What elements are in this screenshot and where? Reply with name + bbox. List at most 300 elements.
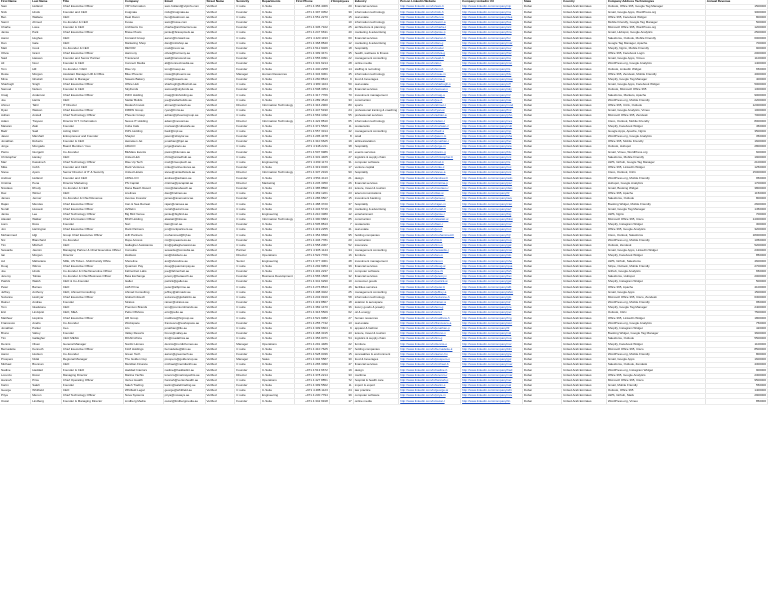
table-cell[interactable]: 54	[329, 337, 353, 342]
table-cell[interactable]: Gmail, Google Apps	[606, 290, 705, 295]
table-cell[interactable]: United Arab Emirates	[562, 114, 607, 119]
table-cell[interactable]: Verified	[205, 295, 235, 300]
table-cell[interactable]: Barnes	[31, 285, 62, 290]
table-cell[interactable]: +971 4 245 3350	[295, 181, 330, 186]
table-cell[interactable]: +971 4 378 2214	[295, 373, 330, 378]
table-cell[interactable]: 43	[329, 332, 353, 337]
table-cell[interactable]: 700000	[705, 41, 767, 46]
table-cell[interactable]: Salesforce, Outlook, Mobile Friendly	[606, 36, 705, 41]
table-cell[interactable]: Vertex Health	[123, 378, 163, 383]
table-cell[interactable]: tom@riseup.ae	[163, 67, 205, 72]
table-cell[interactable]: Jeremy	[0, 274, 31, 279]
table-cell[interactable]: Nicolaus	[0, 186, 31, 191]
table-cell[interactable]: Sales	[261, 357, 295, 362]
table-cell[interactable]: Dubai	[522, 41, 561, 46]
table-cell[interactable]: +971 4 210 3380	[295, 212, 330, 217]
table-cell[interactable]: Dubai	[522, 389, 561, 394]
linkedin-link[interactable]: http://www.linkedin.com/in/said-h	[400, 56, 444, 61]
table-cell[interactable]: Hussein	[31, 207, 62, 212]
table-cell[interactable]: Verified	[205, 280, 235, 285]
table-cell[interactable]: United Arab Emirates	[562, 150, 607, 155]
table-cell[interactable]: Giorgetti	[31, 150, 62, 155]
table-cell[interactable]: Chief Technology Officer	[61, 394, 123, 399]
table-cell[interactable]: Dubai	[522, 72, 561, 77]
table-cell[interactable]: Verified	[205, 145, 235, 150]
linkedin-link[interactable]: http://www.linkedin.com/in/tom-h	[400, 66, 444, 71]
linkedin-link[interactable]: http://www.linkedin.com/in/ben-w	[400, 15, 444, 19]
table-cell[interactable]: Connect Media	[123, 62, 163, 67]
table-cell[interactable]: Verified	[205, 321, 235, 326]
table-cell[interactable]: Dubai	[522, 145, 561, 150]
table-cell[interactable]: Shopify, Google Tag Manager	[606, 77, 705, 82]
table-cell[interactable]: United Arab Emirates	[562, 207, 607, 212]
table-cell[interactable]: Walker	[31, 217, 62, 222]
table-cell[interactable]: 11	[329, 383, 353, 388]
table-cell[interactable]: +971 4 317 7766	[295, 93, 330, 98]
table-cell[interactable]: 10	[329, 20, 353, 25]
table-cell[interactable]: Dubai	[522, 378, 561, 383]
table-cell[interactable]: Founder	[235, 368, 261, 373]
table-cell[interactable]: +971 4 319 0046	[295, 166, 330, 171]
table-cell[interactable]: Director	[235, 373, 261, 378]
table-cell[interactable]: HJF Partners	[123, 233, 163, 238]
column-header[interactable]: Annual Revenue	[705, 0, 767, 5]
linkedin-link[interactable]: http://www.linkedin.com/company/fmr	[462, 108, 512, 113]
table-cell[interactable]: Shaylor	[123, 134, 163, 139]
table-cell[interactable]: Engineering	[261, 212, 295, 217]
table-cell[interactable]: C-Suite	[261, 399, 295, 404]
table-cell[interactable]: Verified	[205, 264, 235, 269]
table-cell[interactable]: Dubai	[522, 274, 561, 279]
table-cell[interactable]: airlines/aviation	[353, 140, 399, 145]
table-cell[interactable]: Co-founder / CEO	[61, 67, 123, 72]
table-cell[interactable]: Founder and CEO	[61, 176, 123, 181]
table-cell[interactable]: Marina Yachts	[123, 373, 163, 378]
table-cell[interactable]: +971 4 286 6507	[295, 197, 330, 202]
table-cell[interactable]: Pena	[31, 181, 62, 186]
table-cell[interactable]: General Manager	[61, 342, 123, 347]
table-cell[interactable]: 3500000	[705, 129, 767, 134]
table-cell[interactable]: Whitfield Legal	[123, 389, 163, 394]
table-cell[interactable]: real estate	[353, 321, 399, 326]
table-cell[interactable]: C-Suite	[261, 36, 295, 41]
table-cell[interactable]: Dubai	[522, 25, 561, 30]
table-cell[interactable]: Dubai	[522, 373, 561, 378]
table-cell[interactable]: 72	[329, 378, 353, 383]
linkedin-link[interactable]: http://www.linkedin.com/company/blu	[462, 72, 512, 76]
table-cell[interactable]: C suite	[235, 129, 261, 134]
table-cell[interactable]: United Arab Emirates	[562, 368, 607, 373]
table-cell[interactable]: Walsh	[31, 280, 62, 285]
table-cell[interactable]: Dubai	[522, 176, 561, 181]
table-cell[interactable]: Samir	[0, 20, 31, 25]
table-cell[interactable]: Dubai	[522, 155, 561, 160]
table-cell[interactable]: 9	[329, 77, 353, 82]
table-cell[interactable]: ALB Prime	[123, 285, 163, 290]
table-cell[interactable]: 8500000	[705, 347, 767, 352]
table-cell[interactable]: Dubai	[522, 212, 561, 217]
linkedin-link[interactable]: http://www.linkedin.com/in/jeremy-t	[400, 274, 447, 279]
table-cell[interactable]: Dubai	[522, 285, 561, 290]
table-cell[interactable]: Mitchell	[31, 243, 62, 248]
table-cell[interactable]: +971 4 528 0036	[295, 352, 330, 357]
linkedin-link[interactable]: http://www.linkedin.com/in/jamie-l	[400, 212, 445, 216]
table-cell[interactable]: 27	[329, 316, 353, 321]
table-cell[interactable]: Managing Director	[61, 373, 123, 378]
table-cell[interactable]: +971 4 310 6625	[295, 140, 330, 145]
table-cell[interactable]: ben@dealroom.ae	[163, 15, 205, 20]
table-cell[interactable]: Stripe, Outlook, Mobile Friendly	[606, 264, 705, 269]
table-cell[interactable]: Operations	[261, 342, 295, 347]
table-cell[interactable]: C-Suite	[261, 98, 295, 103]
table-cell[interactable]: Operations	[261, 254, 295, 259]
table-cell[interactable]: United Arab Emirates	[562, 191, 607, 196]
table-cell[interactable]: Founder	[235, 62, 261, 67]
table-cell[interactable]: CEO	[61, 41, 123, 46]
table-cell[interactable]: 1700000	[705, 181, 767, 186]
linkedin-link[interactable]: http://www.linkedin.com/in/jorge-m	[400, 144, 446, 149]
table-cell[interactable]: C-Suite	[261, 383, 295, 388]
table-cell[interactable]: C suite	[235, 326, 261, 331]
table-cell[interactable]: C-Suite	[261, 93, 295, 98]
table-cell[interactable]: Chief Executive Officer	[61, 207, 123, 212]
table-cell[interactable]: 5200000	[705, 243, 767, 248]
table-cell[interactable]: jonathan@hjet.ae	[163, 140, 205, 145]
table-cell[interactable]: C-Suite	[261, 347, 295, 352]
table-cell[interactable]: Co-founder & CEO	[61, 186, 123, 191]
table-cell[interactable]: C suite	[235, 243, 261, 248]
linkedin-link[interactable]: http://www.linkedin.com/company/lir	[462, 191, 510, 196]
table-cell[interactable]: United Arab Emirates	[562, 295, 607, 300]
table-cell[interactable]: Consulta	[123, 249, 163, 254]
table-cell[interactable]: WordPress.org, Google Analytics	[606, 321, 705, 326]
table-cell[interactable]: 20	[329, 238, 353, 243]
table-cell[interactable]: Verified	[205, 5, 235, 10]
table-cell[interactable]: Information Technology	[262, 217, 293, 222]
linkedin-link[interactable]: http://www.linkedin.com/in/jonathan-p	[400, 326, 450, 330]
table-cell[interactable]: Co-Founder	[61, 238, 123, 243]
table-cell[interactable]: +971 4 434 5716	[295, 207, 330, 212]
column-header[interactable]: First Phone	[295, 0, 330, 5]
table-cell[interactable]: United Arab Emirates	[562, 134, 607, 139]
table-cell[interactable]: C-Suite	[261, 233, 295, 238]
table-cell[interactable]: C-Suite	[261, 223, 295, 228]
table-cell[interactable]: Co-Founder	[61, 321, 123, 326]
table-cell[interactable]: United Arab Emirates	[562, 124, 607, 129]
linkedin-link[interactable]: http://www.linkedin.com/company/rev	[462, 46, 512, 50]
table-cell[interactable]: United Arab Emirates	[562, 249, 607, 254]
table-cell[interactable]: 500000	[705, 280, 767, 285]
table-cell[interactable]: Dubai	[522, 352, 561, 357]
linkedin-link[interactable]: http://www.linkedin.com/company/ave	[462, 196, 513, 201]
table-cell[interactable]: 85	[329, 217, 353, 222]
table-cell[interactable]: craig@infoholding.ae	[163, 93, 205, 98]
linkedin-link[interactable]: http://www.linkedin.com/company/ver	[462, 378, 512, 382]
column-header[interactable]: Last Name	[31, 0, 62, 5]
table-cell[interactable]: restaurants	[353, 124, 399, 129]
table-cell[interactable]: hannah@vertexhealth.ae	[163, 378, 205, 383]
table-cell[interactable]: +971 4 440 2258	[295, 67, 330, 72]
table-cell[interactable]: Verified	[205, 160, 235, 165]
table-cell[interactable]: Office 365, Google Analytics	[606, 373, 705, 378]
table-cell[interactable]: C-Suite	[261, 83, 295, 88]
table-cell[interactable]: Meridian Finance	[123, 363, 163, 368]
table-cell[interactable]: United Arab Emirates	[562, 223, 607, 228]
linkedin-link[interactable]: http://www.linkedin.com/company/gal	[462, 243, 512, 247]
table-cell[interactable]: Dubai	[522, 134, 561, 139]
table-cell[interactable]: C-Suite	[261, 207, 295, 212]
table-cell[interactable]: C-Suite	[261, 363, 295, 368]
table-cell[interactable]: United Arab Emirates	[562, 342, 607, 347]
table-cell[interactable]: marketing & advertising	[353, 207, 399, 212]
linkedin-link[interactable]: http://www.linkedin.com/company/bkw	[462, 217, 513, 222]
table-cell[interactable]: Quantum Pay	[123, 264, 163, 269]
table-cell[interactable]: C-Suite	[261, 238, 295, 243]
table-cell[interactable]: 650000	[705, 269, 767, 274]
linkedin-link[interactable]: http://www.linkedin.com/in/jason-m	[400, 134, 447, 139]
table-cell[interactable]: 550000	[705, 383, 767, 388]
table-cell[interactable]: Gmail, Google Apps, Vimeo	[606, 57, 705, 62]
table-cell[interactable]: 3000000	[705, 10, 767, 15]
table-cell[interactable]: olivia@harmony.ae	[163, 51, 205, 56]
table-cell[interactable]: Co-founder & Chief Business Officer	[61, 274, 123, 279]
table-cell[interactable]: Said	[31, 129, 62, 134]
table-cell[interactable]: Co-Founder	[61, 352, 123, 357]
table-cell[interactable]: 7	[329, 223, 353, 228]
table-cell[interactable]: matt@revor.ae	[163, 46, 205, 51]
linkedin-link[interactable]: http://www.linkedin.com/in/nadine-h	[400, 367, 448, 372]
table-cell[interactable]: Joe	[0, 269, 31, 274]
table-cell[interactable]: Dubai	[522, 98, 561, 103]
table-cell[interactable]: 14000000	[705, 217, 767, 222]
table-cell[interactable]: 1250000	[705, 166, 767, 171]
table-cell[interactable]: United Arab Emirates	[562, 389, 607, 394]
table-cell[interactable]: Verified	[205, 243, 235, 248]
table-cell[interactable]: Bernadette	[0, 347, 31, 352]
table-cell[interactable]: United Arab Emirates	[562, 217, 607, 222]
table-cell[interactable]: nick@insignaia.ae	[163, 10, 205, 15]
table-cell[interactable]: +971 4 565 1508	[295, 274, 330, 279]
table-cell[interactable]: 2900000	[705, 394, 767, 399]
table-cell[interactable]: Lee	[31, 212, 62, 217]
table-cell[interactable]: Nexus IT Holding	[123, 119, 163, 124]
table-cell[interactable]: Salesforce, Marketo, Apache	[606, 93, 705, 98]
table-cell[interactable]: restaurants	[353, 223, 399, 228]
table-cell[interactable]: Founder & CEO	[61, 368, 123, 373]
table-cell[interactable]: Blanchard	[31, 238, 62, 243]
table-cell[interactable]: Jorge	[0, 145, 31, 150]
linkedin-link[interactable]: http://www.linkedin.com/company/ris	[462, 160, 511, 164]
table-cell[interactable]: Beta Exchange	[123, 274, 163, 279]
table-cell[interactable]: Tobias	[31, 274, 62, 279]
table-cell[interactable]: +971 4 337 2919	[295, 171, 330, 176]
table-cell[interactable]: 600000	[705, 150, 767, 155]
table-cell[interactable]: Verified	[205, 62, 235, 67]
table-cell[interactable]: 17	[329, 399, 353, 404]
table-cell[interactable]: 9	[329, 326, 353, 331]
table-cell[interactable]: 1300000	[705, 88, 767, 93]
column-header[interactable]: Street Name	[205, 0, 235, 5]
table-cell[interactable]: C-Suite	[261, 134, 295, 139]
table-cell[interactable]: Holland	[31, 176, 62, 181]
table-cell[interactable]: Dubai	[522, 31, 561, 36]
linkedin-link[interactable]: http://www.linkedin.com/in/mohammed-h	[400, 232, 455, 237]
table-cell[interactable]: Steve	[0, 171, 31, 176]
table-cell[interactable]: C-Suite	[261, 145, 295, 150]
table-cell[interactable]: Dubai	[522, 306, 561, 311]
table-cell[interactable]: C-Suite	[261, 368, 295, 373]
table-cell[interactable]: Dubai	[522, 150, 561, 155]
table-cell[interactable]: 2200000	[705, 98, 767, 103]
table-cell[interactable]: ali@connectmedia.ae	[163, 62, 205, 67]
table-cell[interactable]: online media	[353, 399, 399, 404]
table-cell[interactable]: 800000	[705, 15, 767, 20]
table-cell[interactable]: United Arab Emirates	[562, 181, 607, 186]
table-cell[interactable]: 5000000	[705, 83, 767, 88]
table-cell[interactable]: Office 365, Apache	[606, 285, 705, 290]
linkedin-link[interactable]: http://www.linkedin.com/company/psc	[462, 181, 512, 185]
table-cell[interactable]: Rainer	[0, 300, 31, 305]
table-cell[interactable]: Outlook, Zendesk	[606, 243, 705, 248]
table-cell[interactable]: Jamie	[0, 31, 31, 36]
table-cell[interactable]: Shopify, Instagram Widget	[606, 326, 705, 331]
column-header[interactable]: Departments	[261, 0, 295, 5]
table-cell[interactable]: 2000000	[705, 274, 767, 279]
table-cell[interactable]: +971 4 554 4113	[295, 176, 330, 181]
table-cell[interactable]: Rossi	[31, 373, 62, 378]
table-cell[interactable]: Nadine	[0, 368, 31, 373]
table-cell[interactable]: 32	[329, 274, 353, 279]
table-cell[interactable]: Lilo	[123, 326, 163, 331]
table-cell[interactable]: Regional Manager	[61, 357, 123, 362]
table-cell[interactable]: Verified	[205, 57, 235, 62]
table-cell[interactable]: C suite	[235, 228, 261, 233]
table-cell[interactable]: Director ICT / Information	[61, 119, 123, 124]
table-cell[interactable]: Founder	[61, 383, 123, 388]
table-cell[interactable]: Verified	[205, 326, 235, 331]
table-cell[interactable]: Dubai	[522, 197, 561, 202]
linkedin-link[interactable]: http://www.linkedin.com/company/hrg	[462, 315, 512, 320]
table-cell[interactable]: Verified	[205, 352, 235, 357]
table-cell[interactable]: Transcend	[123, 57, 163, 62]
linkedin-link[interactable]: http://www.linkedin.com/company/val	[462, 331, 512, 336]
table-cell[interactable]: Bruno	[0, 332, 31, 337]
table-cell[interactable]: Hopkins	[31, 316, 62, 321]
table-cell[interactable]: Chief Executive Officer	[61, 295, 123, 300]
table-cell[interactable]: Gladstone	[31, 306, 62, 311]
table-cell[interactable]: Idoldeco	[123, 254, 163, 259]
table-cell[interactable]: Dubai	[522, 191, 561, 196]
table-cell[interactable]: +971 4 371 5520	[295, 124, 330, 129]
table-cell[interactable]: Jeffrey	[0, 290, 31, 295]
table-cell[interactable]: Haddad	[31, 368, 62, 373]
table-cell[interactable]: Founder	[61, 300, 123, 305]
table-cell[interactable]: Verified	[205, 394, 235, 399]
table-cell[interactable]: Dubai	[522, 202, 561, 207]
table-cell[interactable]: Verified	[205, 249, 235, 254]
table-cell[interactable]: 18000000	[705, 233, 767, 238]
table-cell[interactable]: Dubai	[522, 5, 561, 10]
table-cell[interactable]: BKW Holding	[123, 217, 163, 222]
table-cell[interactable]: CEO	[61, 191, 123, 196]
table-cell[interactable]: C-Suite	[261, 326, 295, 331]
table-cell[interactable]: leisure, travel & tourism	[353, 186, 399, 191]
table-cell[interactable]: +971 4 551 2270	[295, 15, 330, 20]
table-cell[interactable]: Price	[31, 378, 62, 383]
table-cell[interactable]: Founder	[235, 186, 261, 191]
table-cell[interactable]: aaron@forward.ae	[163, 36, 205, 41]
table-cell[interactable]: 10	[329, 280, 353, 285]
table-cell[interactable]: United Arab Emirates	[562, 347, 607, 352]
table-cell[interactable]	[399, 155, 461, 160]
table-cell[interactable]: 2300000	[705, 373, 767, 378]
table-cell[interactable]: Eric	[0, 311, 31, 316]
table-cell[interactable]: Shopify, Instagram Widget	[606, 280, 705, 285]
table-cell[interactable]: Manager	[235, 357, 261, 362]
table-cell[interactable]: Founder	[235, 20, 261, 25]
table-cell[interactable]: 8	[329, 134, 353, 139]
table-cell[interactable]: Dubai	[522, 332, 561, 337]
table-cell[interactable]: jorge@araco.ae	[163, 145, 205, 150]
table-cell[interactable]: management consulting	[353, 57, 399, 62]
linkedin-link[interactable]: http://www.linkedin.com/company/whi	[462, 388, 512, 393]
table-cell[interactable]: 2300000	[705, 249, 767, 254]
table-cell[interactable]: Verified	[205, 129, 235, 134]
table-cell[interactable]: C-Suite	[261, 62, 295, 67]
table-cell[interactable]: Anello	[31, 321, 62, 326]
table-cell[interactable]: Jenner	[31, 197, 62, 202]
table-cell[interactable]: C-Suite	[261, 321, 295, 326]
table-cell[interactable]: 24	[329, 389, 353, 394]
table-cell[interactable]: Director	[235, 171, 261, 176]
table-cell[interactable]: Anthony	[31, 290, 62, 295]
table-cell[interactable]: United Arab Emirates	[562, 41, 607, 46]
table-cell[interactable]: Hoshyar	[31, 295, 62, 300]
column-header[interactable]: Country	[562, 0, 607, 5]
table-cell[interactable]: +971 4 305 1144	[295, 249, 330, 254]
linkedin-link[interactable]: http://www.linkedin.com/company/hjf	[462, 232, 511, 237]
table-row[interactable]	[0, 399, 768, 404]
table-cell[interactable]: Stellar Builds	[123, 98, 163, 103]
table-cell[interactable]: +971 4 336 7102	[295, 25, 330, 30]
table-cell[interactable]: C suite	[235, 347, 261, 352]
table-cell[interactable]: oil & energy	[353, 311, 399, 316]
table-cell[interactable]: Verified	[205, 31, 235, 36]
linkedin-link[interactable]: http://www.linkedin.com/in/george-w	[400, 388, 449, 393]
table-cell[interactable]: Office Hub	[123, 83, 163, 88]
table-cell[interactable]: Dubai	[522, 114, 561, 119]
table-cell[interactable]: WordPress.org, Mobile Friendly	[606, 98, 705, 103]
table-cell[interactable]: professional services	[353, 114, 399, 119]
table-cell[interactable]: Entrepreneur and Founder	[61, 134, 123, 139]
table-cell[interactable]: United Arab Emirates	[562, 337, 607, 342]
linkedin-link[interactable]: http://www.linkedin.com/in/tim-g	[400, 336, 443, 341]
table-cell[interactable]: Chief Executive Officer	[61, 108, 123, 113]
table-cell[interactable]: entertainment	[353, 212, 399, 217]
column-header[interactable]: Email	[163, 0, 205, 5]
table-cell[interactable]: +971 4 295 4478	[295, 134, 330, 139]
table-cell[interactable]: Gmail, Google Apps	[606, 357, 705, 362]
table-cell[interactable]: ian@idoldeco.ae	[163, 254, 205, 259]
table-cell[interactable]: Verified	[205, 285, 235, 290]
table-cell[interactable]: Dubai	[522, 67, 561, 72]
table-cell[interactable]: Chief Executive Officer	[61, 31, 123, 36]
table-cell[interactable]: Dubai	[522, 238, 561, 243]
table-cell[interactable]: +971 4 377 4001	[295, 259, 330, 264]
linkedin-link[interactable]: http://www.linkedin.com/company/sal	[462, 383, 512, 388]
table-cell[interactable]: Google Apps, Apache, Nginx	[606, 129, 705, 134]
table-cell[interactable]: Wilcox	[31, 264, 62, 269]
